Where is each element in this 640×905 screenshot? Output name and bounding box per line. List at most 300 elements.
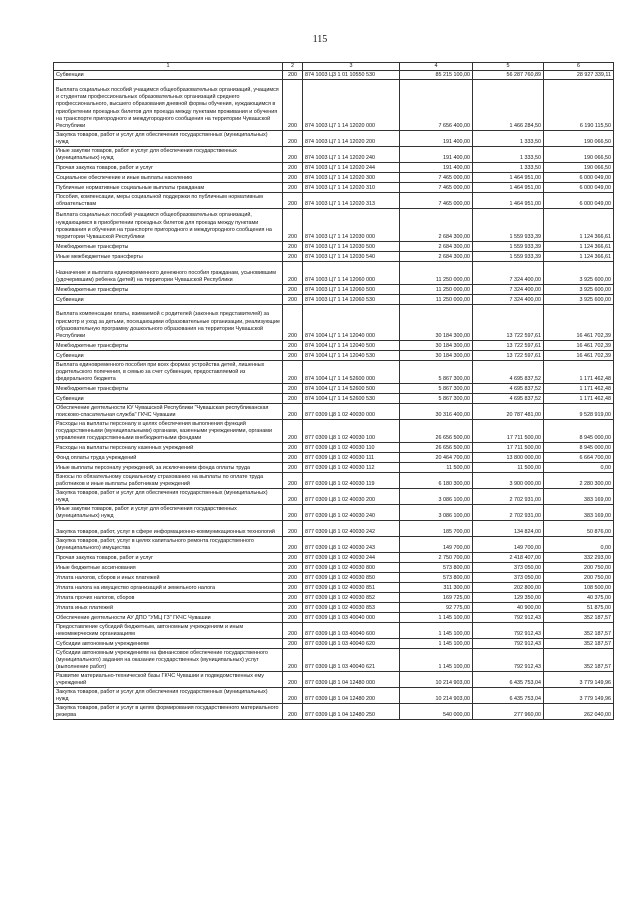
executed-amount: 4 695 837,52 (473, 394, 544, 404)
executed-amount: 7 324 400,00 (473, 285, 544, 295)
expense-name: Выплата социальных пособий учащимся общеобразовательных организаций, учащимся и студентам профессиональных образовательных организаций среднего профессионального, высшего образования дневной формы обучения, нуждающимся в приобретении проездных билетов для проезда между пунктами проживания и обучения на транспорте пригородного и междугородного сообщения на территории Чувашской Республики (54, 80, 283, 131)
expense-name: Субвенции (54, 394, 283, 404)
table-row (54, 163, 614, 173)
budget-class-code: 877 0309 Ц8 1 04 12480 250 (303, 704, 400, 720)
line-code: 200 (283, 404, 303, 420)
executed-amount: 2 702 931,00 (473, 489, 544, 505)
approved-amount: 30 184 300,00 (400, 305, 473, 341)
line-code: 200 (283, 603, 303, 613)
executed-amount: 20 787 481,00 (473, 404, 544, 420)
budget-class-code: 874 1004 Ц7 1 14 12040 530 (303, 351, 400, 361)
expense-name: Закупка товаров, работ и услуг в целях формирования государственного материального резерва (54, 704, 283, 720)
expense-name: Уплата налога на имущество организаций и земельного налога (54, 583, 283, 593)
approved-amount: 2 684 300,00 (400, 252, 473, 262)
budget-class-code: 874 1003 Ц7 1 14 12030 540 (303, 252, 400, 262)
expense-name: Субвенции (54, 295, 283, 305)
table-row (54, 262, 614, 285)
line-code: 200 (283, 163, 303, 173)
executed-amount: 1 466 284,50 (473, 80, 544, 131)
line-code: 200 (283, 394, 303, 404)
budget-table-body (54, 63, 614, 720)
table-row (54, 351, 614, 361)
expense-name: Социальное обеспечение и иные выплаты населению (54, 173, 283, 183)
expense-name: Выплата социальных пособий учащимся общеобразовательных организаций, нуждающимся в приобретении проездных билетов для проезда между пунктами проживания и обучения на транспорте пригородного и междугородного сообщения на территории Чувашской Республики (54, 209, 283, 242)
budget-class-code: 877 0309 Ц8 1 02 40030 200 (303, 489, 400, 505)
expense-name: Иные выплаты персоналу учреждений, за исключением фонда оплаты труда (54, 463, 283, 473)
expense-name: Уплата налогов, сборов и иных платежей (54, 573, 283, 583)
budget-class-code: 874 1003 Ц3 1 01 10550 530 (303, 71, 400, 80)
line-code: 200 (283, 384, 303, 394)
line-code: 200 (283, 453, 303, 463)
budget-class-code: 874 1003 Ц7 1 14 12020 310 (303, 183, 400, 193)
unexecuted-amount: 6 664 700,00 (544, 453, 614, 463)
executed-amount: 1 559 933,39 (473, 252, 544, 262)
approved-amount: 5 867 300,00 (400, 384, 473, 394)
approved-amount: 10 214 903,00 (400, 688, 473, 704)
unexecuted-amount: 50 876,00 (544, 521, 614, 537)
unexecuted-amount: 28 927 339,11 (544, 71, 614, 80)
line-code: 200 (283, 131, 303, 147)
budget-class-code: 874 1003 Ц7 1 14 12020 200 (303, 131, 400, 147)
approved-amount: 191 400,00 (400, 131, 473, 147)
table-row (54, 623, 614, 639)
table-row (54, 193, 614, 209)
expense-name: Пособия, компенсации, меры социальной поддержки по публичным нормативным обязательствам (54, 193, 283, 209)
approved-amount: 2 684 300,00 (400, 209, 473, 242)
unexecuted-amount: 383 169,00 (544, 505, 614, 521)
budget-class-code: 874 1004 Ц7 1 14 12040 500 (303, 341, 400, 351)
approved-amount: 26 656 500,00 (400, 443, 473, 453)
line-code: 200 (283, 639, 303, 649)
line-code: 200 (283, 242, 303, 252)
line-code: 200 (283, 193, 303, 209)
expense-name: Межбюджетные трансферты (54, 384, 283, 394)
budget-class-code: 877 0309 Ц8 1 03 40040 000 (303, 613, 400, 623)
unexecuted-amount: 6 000 049,00 (544, 193, 614, 209)
table-row (54, 473, 614, 489)
approved-amount: 7 656 400,00 (400, 80, 473, 131)
unexecuted-amount: 9 528 919,00 (544, 404, 614, 420)
approved-amount: 7 465 000,00 (400, 183, 473, 193)
table-row (54, 573, 614, 583)
budget-class-code: 874 1003 Ц7 1 14 12020 300 (303, 173, 400, 183)
expense-name: Уплата прочих налогов, сборов (54, 593, 283, 603)
approved-amount: 185 700,00 (400, 521, 473, 537)
unexecuted-amount: 6 190 115,50 (544, 80, 614, 131)
line-code: 200 (283, 71, 303, 80)
line-code: 200 (283, 489, 303, 505)
approved-amount: 311 300,00 (400, 583, 473, 593)
expense-name: Развитие материально-технической базы ГКЧС Чувашии и подведомственных ему учреждений (54, 672, 283, 688)
line-code: 200 (283, 295, 303, 305)
unexecuted-amount: 6 000 049,00 (544, 183, 614, 193)
table-row (54, 420, 614, 443)
line-code: 200 (283, 183, 303, 193)
unexecuted-amount: 3 779 149,96 (544, 672, 614, 688)
unexecuted-amount: 1 124 366,61 (544, 242, 614, 252)
expense-name: Обеспечение деятельности АУ ДПО "УМЦ ГЗ" ГКЧС Чувашии (54, 613, 283, 623)
expense-name: Закупка товаров, работ, услуг в сфере информационно-коммуникационных технологий (54, 521, 283, 537)
expense-name: Прочая закупка товаров, работ и услуг (54, 553, 283, 563)
table-row (54, 583, 614, 593)
table-row (54, 505, 614, 521)
expense-name: Назначение и выплата единовременного денежного пособия гражданам, усыновившим (удочерившим) ребенка (детей) на территории Чувашской Республики (54, 262, 283, 285)
expense-name: Взносы по обязательному социальному страхованию на выплаты по оплате труда работников и иные выплаты работникам учреждений (54, 473, 283, 489)
expense-name: Закупка товаров, работ и услуг для обеспечения государственных (муниципальных) нужд (54, 489, 283, 505)
line-code: 200 (283, 672, 303, 688)
executed-amount: 1 559 933,39 (473, 242, 544, 252)
executed-amount: 277 960,00 (473, 704, 544, 720)
executed-amount: 56 287 760,89 (473, 71, 544, 80)
table-row (54, 361, 614, 384)
line-code: 200 (283, 443, 303, 453)
executed-amount: 13 722 597,61 (473, 351, 544, 361)
executed-amount: 2 702 931,00 (473, 505, 544, 521)
unexecuted-amount: 51 875,00 (544, 603, 614, 613)
budget-class-code: 874 1003 Ц7 1 14 12060 000 (303, 262, 400, 285)
executed-amount: 7 324 400,00 (473, 295, 544, 305)
unexecuted-amount: 190 066,50 (544, 147, 614, 163)
table-row (54, 553, 614, 563)
approved-amount: 2 750 700,00 (400, 553, 473, 563)
approved-amount: 573 800,00 (400, 563, 473, 573)
line-code: 200 (283, 351, 303, 361)
approved-amount: 30 184 300,00 (400, 351, 473, 361)
executed-amount: 2 418 407,00 (473, 553, 544, 563)
executed-amount: 4 695 837,52 (473, 384, 544, 394)
executed-amount: 792 912,43 (473, 639, 544, 649)
line-code: 200 (283, 285, 303, 295)
expense-name: Субвенции (54, 351, 283, 361)
unexecuted-amount: 8 945 000,00 (544, 443, 614, 453)
approved-amount: 1 145 100,00 (400, 649, 473, 672)
unexecuted-amount: 200 750,00 (544, 563, 614, 573)
expense-name: Расходы на выплаты персоналу в целях обеспечения выполнения функций государственными (муниципальными) органами, казенными учреждениями, органами управления государственными внебюджетными фондами (54, 420, 283, 443)
executed-amount: 373 050,00 (473, 563, 544, 573)
executed-amount: 13 800 000,00 (473, 453, 544, 463)
budget-class-code: 877 0309 Ц8 1 04 12480 000 (303, 672, 400, 688)
table-row (54, 672, 614, 688)
unexecuted-amount: 8 945 000,00 (544, 420, 614, 443)
executed-amount: 13 722 597,61 (473, 305, 544, 341)
table-row (54, 443, 614, 453)
budget-class-code: 874 1003 Ц7 1 14 12020 313 (303, 193, 400, 209)
approved-amount: 11 250 000,00 (400, 262, 473, 285)
approved-amount: 6 180 300,00 (400, 473, 473, 489)
budget-class-code: 877 0309 Ц8 1 03 40040 600 (303, 623, 400, 639)
unexecuted-amount: 1 124 366,61 (544, 209, 614, 242)
line-code: 200 (283, 688, 303, 704)
table-row (54, 521, 614, 537)
unexecuted-amount: 352 187,57 (544, 613, 614, 623)
budget-class-code: 877 0309 Ц8 1 02 40030 000 (303, 404, 400, 420)
table-row (54, 463, 614, 473)
executed-amount: 40 900,00 (473, 603, 544, 613)
approved-amount: 20 464 700,00 (400, 453, 473, 463)
budget-class-code: 877 0309 Ц8 1 02 40030 111 (303, 453, 400, 463)
line-code: 200 (283, 147, 303, 163)
executed-amount: 792 912,43 (473, 649, 544, 672)
budget-class-code: 877 0309 Ц8 1 02 40030 240 (303, 505, 400, 521)
executed-amount: 11 500,00 (473, 463, 544, 473)
budget-class-code: 877 0309 Ц8 1 03 40040 620 (303, 639, 400, 649)
table-row (54, 131, 614, 147)
approved-amount: 2 684 300,00 (400, 242, 473, 252)
table-row (54, 489, 614, 505)
expense-name: Иные бюджетные ассигнования (54, 563, 283, 573)
approved-amount: 1 145 100,00 (400, 613, 473, 623)
table-row (54, 639, 614, 649)
budget-class-code: 874 1004 Ц7 1 14 52600 000 (303, 361, 400, 384)
line-code: 200 (283, 463, 303, 473)
unexecuted-amount: 190 066,50 (544, 163, 614, 173)
table-row (54, 563, 614, 573)
budget-class-code: 874 1004 Ц7 1 14 12040 000 (303, 305, 400, 341)
budget-class-code: 874 1003 Ц7 1 14 12030 000 (303, 209, 400, 242)
executed-amount: 373 050,00 (473, 573, 544, 583)
expense-name: Субсидии автономным учреждениям на финансовое обеспечение государственного (муниципального) задания на оказание государственных (муниципальных) услуг (выполнение работ) (54, 649, 283, 672)
expense-name: Иные закупки товаров, работ и услуг для обеспечения государственных (муниципальных) нужд (54, 147, 283, 163)
table-row (54, 341, 614, 351)
unexecuted-amount: 352 187,57 (544, 623, 614, 639)
unexecuted-amount: 200 750,00 (544, 573, 614, 583)
executed-amount: 6 435 753,04 (473, 672, 544, 688)
line-code: 200 (283, 252, 303, 262)
unexecuted-amount: 1 124 366,61 (544, 252, 614, 262)
unexecuted-amount: 3 925 600,00 (544, 285, 614, 295)
budget-class-code: 874 1004 Ц7 1 14 52600 500 (303, 384, 400, 394)
approved-amount: 30 184 300,00 (400, 341, 473, 351)
table-row (54, 384, 614, 394)
executed-amount: 792 912,43 (473, 623, 544, 639)
column-header: 2 (283, 63, 303, 71)
expense-name: Уплата иных платежей (54, 603, 283, 613)
budget-class-code: 877 0309 Ц8 1 02 40030 110 (303, 443, 400, 453)
expense-name: Расходы на выплаты персоналу казенных учреждений (54, 443, 283, 453)
expense-name: Межбюджетные трансферты (54, 285, 283, 295)
executed-amount: 1 333,50 (473, 131, 544, 147)
expense-name: Закупка товаров, работ и услуг для обеспечения государственных (муниципальных) нужд (54, 131, 283, 147)
unexecuted-amount: 2 280 300,00 (544, 473, 614, 489)
executed-amount: 1 333,50 (473, 163, 544, 173)
unexecuted-amount: 352 187,57 (544, 639, 614, 649)
executed-amount: 1 464 951,00 (473, 183, 544, 193)
approved-amount: 191 400,00 (400, 163, 473, 173)
unexecuted-amount: 16 461 702,39 (544, 305, 614, 341)
approved-amount: 191 400,00 (400, 147, 473, 163)
unexecuted-amount: 0,00 (544, 463, 614, 473)
expense-name: Публичные нормативные социальные выплаты гражданам (54, 183, 283, 193)
expense-name: Межбюджетные трансферты (54, 341, 283, 351)
approved-amount: 1 145 100,00 (400, 623, 473, 639)
approved-amount: 11 500,00 (400, 463, 473, 473)
column-header: 6 (544, 63, 614, 71)
line-code: 200 (283, 262, 303, 285)
approved-amount: 3 086 100,00 (400, 489, 473, 505)
table-row (54, 242, 614, 252)
executed-amount: 1 559 933,39 (473, 209, 544, 242)
budget-class-code: 877 0309 Ц8 1 03 40040 621 (303, 649, 400, 672)
unexecuted-amount: 190 066,50 (544, 131, 614, 147)
line-code: 200 (283, 583, 303, 593)
line-code: 200 (283, 420, 303, 443)
line-code: 200 (283, 505, 303, 521)
unexecuted-amount: 0,00 (544, 537, 614, 553)
approved-amount: 11 250 000,00 (400, 295, 473, 305)
table-row (54, 394, 614, 404)
unexecuted-amount: 262 040,00 (544, 704, 614, 720)
budget-class-code: 877 0309 Ц8 1 02 40030 800 (303, 563, 400, 573)
budget-class-code: 874 1003 Ц7 1 14 12020 000 (303, 80, 400, 131)
expense-name: Субвенции (54, 71, 283, 80)
approved-amount: 1 145 100,00 (400, 639, 473, 649)
expense-name: Предоставление субсидий бюджетным, автономным учреждениям и иным некоммерческим организациям (54, 623, 283, 639)
line-code: 200 (283, 341, 303, 351)
line-code: 200 (283, 521, 303, 537)
approved-amount: 5 867 300,00 (400, 361, 473, 384)
table-row (54, 183, 614, 193)
budget-class-code: 877 0309 Ц8 1 02 40030 244 (303, 553, 400, 563)
budget-class-code: 874 1003 Ц7 1 14 12060 500 (303, 285, 400, 295)
unexecuted-amount: 1 171 462,48 (544, 394, 614, 404)
table-row (54, 209, 614, 242)
budget-class-code: 874 1003 Ц7 1 14 12020 240 (303, 147, 400, 163)
table-row (54, 71, 614, 80)
approved-amount: 3 086 100,00 (400, 505, 473, 521)
expense-name: Закупка товаров, работ, услуг в целях капитального ремонта государственного (муниципального) имущества (54, 537, 283, 553)
budget-class-code: 874 1003 Ц7 1 14 12060 530 (303, 295, 400, 305)
line-code: 200 (283, 704, 303, 720)
table-row (54, 649, 614, 672)
line-code: 200 (283, 593, 303, 603)
approved-amount: 11 250 000,00 (400, 285, 473, 295)
expense-name: Прочая закупка товаров, работ и услуг (54, 163, 283, 173)
unexecuted-amount: 16 461 702,39 (544, 351, 614, 361)
approved-amount: 7 465 000,00 (400, 193, 473, 209)
approved-amount: 5 867 300,00 (400, 394, 473, 404)
unexecuted-amount: 40 375,00 (544, 593, 614, 603)
table-row (54, 603, 614, 613)
table-row (54, 252, 614, 262)
budget-class-code: 877 0309 Ц8 1 04 12480 200 (303, 688, 400, 704)
executed-amount: 1 464 951,00 (473, 173, 544, 183)
unexecuted-amount: 6 000 049,00 (544, 173, 614, 183)
column-header: 3 (303, 63, 400, 71)
column-header: 1 (54, 63, 283, 71)
table-row (54, 147, 614, 163)
unexecuted-amount: 3 779 149,96 (544, 688, 614, 704)
executed-amount: 1 464 951,00 (473, 193, 544, 209)
expense-name: Иные межбюджетные трансферты (54, 252, 283, 262)
budget-class-code: 874 1003 Ц7 1 14 12030 500 (303, 242, 400, 252)
column-header: 4 (400, 63, 473, 71)
approved-amount: 573 800,00 (400, 573, 473, 583)
approved-amount: 7 465 000,00 (400, 173, 473, 183)
budget-class-code: 877 0309 Ц8 1 02 40030 242 (303, 521, 400, 537)
line-code: 200 (283, 305, 303, 341)
approved-amount: 10 214 903,00 (400, 672, 473, 688)
column-number-row (54, 63, 614, 71)
line-code: 200 (283, 209, 303, 242)
approved-amount: 540 000,00 (400, 704, 473, 720)
line-code: 200 (283, 80, 303, 131)
unexecuted-amount: 332 293,00 (544, 553, 614, 563)
unexecuted-amount: 108 500,00 (544, 583, 614, 593)
budget-class-code: 877 0309 Ц8 1 02 40030 850 (303, 573, 400, 583)
expense-name: Закупка товаров, работ и услуг для обеспечения государственных (муниципальных) нужд (54, 688, 283, 704)
executed-amount: 13 722 597,61 (473, 341, 544, 351)
line-code: 200 (283, 649, 303, 672)
table-row (54, 295, 614, 305)
line-code: 200 (283, 173, 303, 183)
unexecuted-amount: 352 187,57 (544, 649, 614, 672)
expense-name: Межбюджетные трансферты (54, 242, 283, 252)
budget-class-code: 877 0309 Ц8 1 02 40030 852 (303, 593, 400, 603)
executed-amount: 1 333,50 (473, 147, 544, 163)
table-row (54, 285, 614, 295)
unexecuted-amount: 3 925 600,00 (544, 262, 614, 285)
budget-class-code: 877 0309 Ц8 1 02 40030 853 (303, 603, 400, 613)
executed-amount: 17 711 500,00 (473, 443, 544, 453)
table-row (54, 537, 614, 553)
column-header: 5 (473, 63, 544, 71)
table-row (54, 404, 614, 420)
expense-name: Фонд оплаты труда учреждений (54, 453, 283, 463)
unexecuted-amount: 1 171 462,48 (544, 384, 614, 394)
table-row (54, 453, 614, 463)
line-code: 200 (283, 613, 303, 623)
approved-amount: 26 656 500,00 (400, 420, 473, 443)
executed-amount: 17 711 500,00 (473, 420, 544, 443)
table-row (54, 305, 614, 341)
line-code: 200 (283, 361, 303, 384)
expense-name: Выплата единовременного пособия при всех формах устройства детей, лишенных родительского попечения, в семью за счет субвенции, предоставляемой из федерального бюджета (54, 361, 283, 384)
budget-class-code: 877 0309 Ц8 1 02 40030 119 (303, 473, 400, 489)
unexecuted-amount: 383 169,00 (544, 489, 614, 505)
approved-amount: 169 725,00 (400, 593, 473, 603)
table-row (54, 80, 614, 131)
approved-amount: 149 700,00 (400, 537, 473, 553)
budget-class-code: 877 0309 Ц8 1 02 40030 100 (303, 420, 400, 443)
unexecuted-amount: 3 925 600,00 (544, 295, 614, 305)
page-number: 115 (312, 34, 328, 45)
approved-amount: 92 775,00 (400, 603, 473, 613)
executed-amount: 792 912,43 (473, 613, 544, 623)
executed-amount: 6 435 753,04 (473, 688, 544, 704)
expense-name: Выплата компенсации платы, взимаемой с родителей (законных представителей) за присмотр и уход за детьми, посещающими образовательные организации, реализующие образовательную программу дошкольного образования на территории Чувашской Республики (54, 305, 283, 341)
executed-amount: 7 324 400,00 (473, 262, 544, 285)
line-code: 200 (283, 623, 303, 639)
budget-table (53, 62, 614, 720)
line-code: 200 (283, 573, 303, 583)
executed-amount: 149 700,00 (473, 537, 544, 553)
budget-class-code: 874 1003 Ц7 1 14 12020 244 (303, 163, 400, 173)
budget-class-code: 877 0309 Ц8 1 02 40030 851 (303, 583, 400, 593)
executed-amount: 4 695 837,52 (473, 361, 544, 384)
budget-class-code: 877 0309 Ц8 1 02 40030 112 (303, 463, 400, 473)
line-code: 200 (283, 563, 303, 573)
line-code: 200 (283, 553, 303, 563)
table-row (54, 613, 614, 623)
executed-amount: 134 824,00 (473, 521, 544, 537)
unexecuted-amount: 1 171 462,48 (544, 361, 614, 384)
executed-amount: 3 900 000,00 (473, 473, 544, 489)
expense-name: Субсидии автономным учреждениям (54, 639, 283, 649)
expense-name: Обеспечение деятельности КУ Чувашской Республики "Чувашская республиканская поисково-спасательная служба" ГКЧС Чувашии (54, 404, 283, 420)
approved-amount: 85 215 100,00 (400, 71, 473, 80)
budget-class-code: 877 0309 Ц8 1 02 40030 243 (303, 537, 400, 553)
table-row (54, 688, 614, 704)
